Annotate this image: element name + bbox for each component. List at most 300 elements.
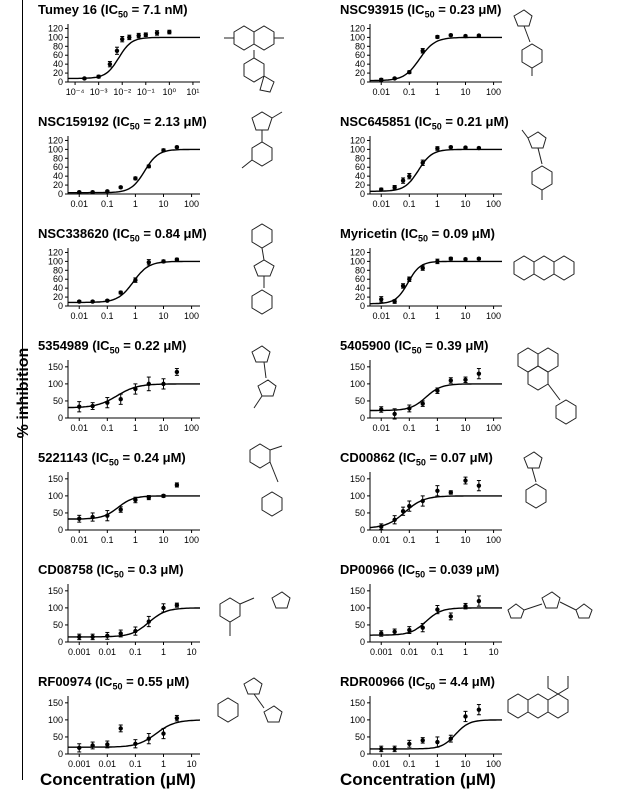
plot-area <box>48 23 200 97</box>
dose-response-plot <box>340 352 510 446</box>
data-point <box>449 490 453 494</box>
y-tick-label: 60 <box>354 162 365 173</box>
data-point <box>90 404 94 408</box>
data-point <box>401 178 405 182</box>
data-point <box>77 405 81 409</box>
data-point <box>477 371 481 375</box>
panel-title: NSC159192 ($IC_{50} = 2.13$ μM) <box>38 114 207 132</box>
x-tick-label: 0.01 <box>98 647 117 657</box>
dose-response-plot <box>38 688 208 782</box>
data-point <box>115 49 119 53</box>
y-tick-label: 60 <box>354 50 365 61</box>
x-tick-label: 10⁻¹ <box>136 87 155 97</box>
x-axis-label-right: Concentration (μM) <box>340 770 496 789</box>
x-tick-label: 100 <box>486 423 502 433</box>
data-point <box>147 736 151 740</box>
y-tick-label: 40 <box>52 59 63 70</box>
y-tick-label: 100 <box>349 32 365 43</box>
x-tick-label: 1 <box>160 647 166 657</box>
y-tick-label: 50 <box>52 395 63 406</box>
fit-curve <box>370 261 502 303</box>
data-point <box>105 189 109 193</box>
y-tick-label: 150 <box>349 473 365 484</box>
x-tick-label: 1 <box>434 759 440 769</box>
data-point <box>463 378 467 382</box>
data-point <box>392 518 396 522</box>
x-tick-label: 0.01 <box>372 535 390 545</box>
data-point <box>392 747 396 751</box>
x-tick-label: 10⁻² <box>113 87 132 97</box>
panel-title: CD08758 ($IC_{50} = 0.3$ μM) <box>38 562 184 580</box>
panel-title: Tumey 16 ($IC_{50} = 7.1$ nM) <box>38 2 188 20</box>
y-tick-label: 0 <box>359 301 365 311</box>
y-axis-label: % inhibition <box>15 347 32 439</box>
data-point <box>449 736 453 740</box>
data-point <box>105 298 109 302</box>
y-tick-label: 120 <box>47 135 63 146</box>
x-tick-label: 10 <box>158 423 169 433</box>
data-point <box>90 515 94 519</box>
y-tick-label: 40 <box>354 171 365 182</box>
data-point <box>407 504 411 508</box>
x-tick-label: 0.01 <box>70 423 88 433</box>
data-point <box>477 599 481 603</box>
data-point <box>90 635 94 639</box>
x-tick-label: 1 <box>434 87 440 97</box>
panel-5405900 <box>340 338 626 452</box>
x-tick-label: 0.01 <box>372 423 390 433</box>
y-tick-label: 120 <box>349 135 365 146</box>
data-point <box>119 185 123 189</box>
panel-title: RDR00966 ($IC_{50} = 4.4$ μM) <box>340 674 495 692</box>
x-tick-label: 1 <box>132 535 138 545</box>
data-point <box>175 145 179 149</box>
data-point <box>449 614 453 618</box>
panel-nsc93915 <box>340 2 626 116</box>
panel-5354989 <box>38 338 338 452</box>
x-tick-label: 1 <box>462 647 468 657</box>
plot-area <box>48 247 200 321</box>
x-tick-label: 0.1 <box>101 311 114 321</box>
x-tick-label: 100 <box>486 535 502 545</box>
y-tick-label: 0 <box>359 525 365 535</box>
data-point <box>90 743 94 747</box>
data-point <box>77 635 81 639</box>
dose-response-plot <box>38 464 208 558</box>
y-tick-label: 100 <box>47 602 63 613</box>
data-point <box>136 33 140 37</box>
panel-title: NSC338620 ($IC_{50} = 0.84$ μM) <box>38 226 207 244</box>
y-tick-label: 150 <box>47 697 63 708</box>
data-point <box>435 35 439 39</box>
data-point <box>175 716 179 720</box>
data-point <box>77 299 81 303</box>
data-point <box>435 259 439 263</box>
y-tick-label: 20 <box>354 68 365 79</box>
data-point <box>449 145 453 149</box>
x-tick-label: 10 <box>460 759 471 769</box>
y-tick-label: 120 <box>47 247 63 258</box>
x-tick-label: 100 <box>486 199 502 209</box>
data-point <box>147 260 151 264</box>
x-tick-label: 0.001 <box>369 647 393 657</box>
data-point <box>392 299 396 303</box>
data-point <box>407 628 411 632</box>
panel-title: RF00974 ($IC_{50} = 0.55$ μM) <box>38 674 190 692</box>
fit-curve <box>370 496 502 528</box>
data-point <box>435 489 439 493</box>
data-point <box>133 498 137 502</box>
panel-5221143 <box>38 450 338 564</box>
y-tick-label: 40 <box>52 283 63 294</box>
panel-dp00966 <box>340 562 626 676</box>
x-tick-label: 10 <box>460 199 471 209</box>
data-point <box>175 257 179 261</box>
y-tick-label: 100 <box>349 144 365 155</box>
data-point <box>392 630 396 634</box>
dose-response-plot <box>340 128 510 222</box>
plot-area <box>48 696 200 769</box>
data-point <box>133 742 137 746</box>
y-tick-label: 20 <box>354 180 365 191</box>
data-point <box>407 277 411 281</box>
x-tick-label: 10 <box>186 647 197 657</box>
data-point <box>167 30 171 34</box>
x-tick-label: 10 <box>158 199 169 209</box>
panel-title: CD00862 ($IC_{50} = 0.07$ μM) <box>340 450 493 468</box>
y-tick-label: 50 <box>354 395 365 406</box>
data-point <box>379 631 383 635</box>
y-tick-label: 120 <box>349 247 365 258</box>
x-tick-label: 0.1 <box>403 87 416 97</box>
y-tick-label: 0 <box>359 637 365 647</box>
fit-curve <box>68 149 200 192</box>
x-tick-label: 0.01 <box>372 87 390 97</box>
y-tick-label: 100 <box>47 490 63 501</box>
plot-area <box>350 584 502 657</box>
data-point <box>120 37 124 41</box>
data-point <box>477 483 481 487</box>
panel-title: NSC645851 ($IC_{50} = 0.21$ μM) <box>340 114 509 132</box>
panel-title: 5405900 ($IC_{50} = 0.39$ μM) <box>340 338 489 356</box>
data-point <box>147 495 151 499</box>
panel-rdr00966 <box>340 674 626 788</box>
data-point <box>379 407 383 411</box>
y-tick-label: 150 <box>349 361 365 372</box>
fit-curve <box>370 149 502 191</box>
x-tick-label: 10 <box>158 535 169 545</box>
panel-myricetin <box>340 226 626 340</box>
y-tick-label: 50 <box>354 507 365 518</box>
y-tick-label: 80 <box>354 265 365 276</box>
x-tick-label: 0.1 <box>403 759 416 769</box>
data-point <box>392 185 396 189</box>
x-tick-label: 10 <box>460 311 471 321</box>
data-point <box>449 378 453 382</box>
y-tick-label: 20 <box>52 180 63 191</box>
data-point <box>463 714 467 718</box>
x-tick-label: 1 <box>132 199 138 209</box>
y-tick-label: 20 <box>354 292 365 303</box>
x-tick-label: 0.1 <box>403 199 416 209</box>
data-point <box>401 509 405 513</box>
plot-area <box>48 360 200 433</box>
panel-rf00974 <box>38 674 338 788</box>
panel-title: 5354989 ($IC_{50} = 0.22$ μM) <box>38 338 187 356</box>
x-tick-label: 100 <box>184 535 200 545</box>
y-tick-label: 150 <box>349 697 365 708</box>
panel-tumey-16 <box>38 2 338 116</box>
plot-area <box>350 696 502 769</box>
data-point <box>119 631 123 635</box>
y-tick-label: 40 <box>354 283 365 294</box>
x-tick-label: 0.01 <box>400 647 419 657</box>
y-tick-label: 50 <box>354 619 365 630</box>
data-point <box>421 738 425 742</box>
x-tick-label: 0.01 <box>70 311 88 321</box>
data-point <box>119 507 123 511</box>
data-point <box>82 76 86 80</box>
y-tick-label: 50 <box>52 507 63 518</box>
y-tick-label: 100 <box>47 32 63 43</box>
y-tick-label: 0 <box>359 77 365 87</box>
data-point <box>401 284 405 288</box>
y-tick-label: 60 <box>52 50 63 61</box>
data-point <box>421 49 425 53</box>
data-point <box>379 78 383 82</box>
y-tick-label: 60 <box>52 274 63 285</box>
data-point <box>477 257 481 261</box>
data-point <box>133 387 137 391</box>
dose-response-plot <box>38 576 208 670</box>
x-axis-label-left: Concentration (μM) <box>40 770 196 789</box>
data-point <box>407 70 411 74</box>
y-tick-label: 80 <box>52 153 63 164</box>
data-point <box>147 164 151 168</box>
y-tick-label: 80 <box>354 41 365 52</box>
data-point <box>435 146 439 150</box>
data-point <box>477 707 481 711</box>
x-tick-label: 10 <box>460 423 471 433</box>
data-point <box>435 607 439 611</box>
y-tick-label: 100 <box>47 714 63 725</box>
dose-response-plot <box>340 576 510 670</box>
y-tick-label: 150 <box>47 473 63 484</box>
x-tick-label: 0.001 <box>67 759 91 769</box>
x-tick-label: 100 <box>486 87 502 97</box>
x-tick-label: 0.1 <box>403 423 416 433</box>
panel-nsc159192 <box>38 114 338 228</box>
data-point <box>463 34 467 38</box>
x-tick-label: 10 <box>186 759 197 769</box>
data-point <box>463 257 467 261</box>
x-tick-label: 0.1 <box>403 311 416 321</box>
data-point <box>161 148 165 152</box>
y-tick-label: 50 <box>52 619 63 630</box>
x-tick-label: 10 <box>460 535 471 545</box>
y-tick-label: 0 <box>57 301 63 311</box>
x-tick-label: 0.001 <box>67 647 91 657</box>
data-point <box>379 187 383 191</box>
data-point <box>161 382 165 386</box>
data-point <box>407 406 411 410</box>
x-tick-label: 10⁻³ <box>89 87 108 97</box>
data-point <box>96 74 100 78</box>
plot-area <box>350 360 502 433</box>
x-tick-label: 0.01 <box>372 311 390 321</box>
data-point <box>449 257 453 261</box>
x-tick-label: 10 <box>158 311 169 321</box>
y-tick-label: 150 <box>47 585 63 596</box>
y-tick-label: 120 <box>349 23 365 34</box>
data-point <box>105 513 109 517</box>
panel-title: NSC93915 ($IC_{50} = 0.23$ μM) <box>340 2 502 20</box>
data-point <box>119 726 123 730</box>
data-point <box>119 290 123 294</box>
data-point <box>105 742 109 746</box>
dose-response-plot <box>340 688 510 782</box>
data-point <box>463 145 467 149</box>
y-tick-label: 80 <box>52 41 63 52</box>
x-tick-label: 100 <box>184 311 200 321</box>
data-point <box>421 401 425 405</box>
data-point <box>463 478 467 482</box>
y-tick-label: 60 <box>52 162 63 173</box>
data-point <box>77 746 81 750</box>
panel-title: 5221143 ($IC_{50} = 0.24$ μM) <box>38 450 186 468</box>
data-point <box>144 33 148 37</box>
dose-response-plot <box>38 352 208 446</box>
y-tick-label: 0 <box>359 413 365 423</box>
x-tick-label: 1 <box>132 423 138 433</box>
dose-response-plot <box>340 464 510 558</box>
fit-curve <box>68 37 200 78</box>
dose-response-plot <box>38 128 208 222</box>
y-tick-label: 100 <box>47 256 63 267</box>
data-point <box>392 412 396 416</box>
plot-area <box>350 135 502 209</box>
y-tick-label: 80 <box>354 153 365 164</box>
x-tick-label: 100 <box>184 199 200 209</box>
plot-area <box>48 584 200 657</box>
dose-response-plot <box>340 16 510 110</box>
y-tick-label: 50 <box>52 731 63 742</box>
y-tick-label: 100 <box>349 256 365 267</box>
data-point <box>421 161 425 165</box>
data-point <box>449 33 453 37</box>
panel-title: Myricetin ($IC_{50} = 0.09$ μM) <box>340 226 495 244</box>
data-point <box>379 524 383 528</box>
x-tick-label: 0.01 <box>98 759 117 769</box>
data-point <box>133 176 137 180</box>
x-tick-label: 0.1 <box>101 199 114 209</box>
data-point <box>379 297 383 301</box>
data-point <box>421 625 425 629</box>
data-point <box>463 604 467 608</box>
y-tick-label: 60 <box>354 274 365 285</box>
data-point <box>161 731 165 735</box>
data-point <box>108 62 112 66</box>
y-tick-label: 20 <box>52 292 63 303</box>
data-point <box>379 747 383 751</box>
x-tick-label: 0.01 <box>372 759 390 769</box>
x-tick-label: 1 <box>434 311 440 321</box>
data-point <box>421 266 425 270</box>
data-point <box>147 619 151 623</box>
y-tick-label: 80 <box>52 265 63 276</box>
data-point <box>407 742 411 746</box>
x-tick-label: 10 <box>488 647 499 657</box>
data-point <box>127 35 131 39</box>
x-tick-label: 10⁻⁴ <box>65 87 85 97</box>
x-tick-label: 0.1 <box>129 647 142 657</box>
data-point <box>90 190 94 194</box>
y-tick-label: 100 <box>349 378 365 389</box>
data-point <box>147 382 151 386</box>
data-point <box>77 190 81 194</box>
plot-area <box>350 247 502 321</box>
y-tick-label: 50 <box>354 731 365 742</box>
y-tick-label: 100 <box>349 602 365 613</box>
y-tick-label: 100 <box>349 714 365 725</box>
data-point <box>161 259 165 263</box>
data-point <box>175 603 179 607</box>
data-point <box>119 397 123 401</box>
data-point <box>175 483 179 487</box>
x-tick-label: 0.01 <box>70 199 88 209</box>
y-tick-label: 100 <box>47 144 63 155</box>
x-tick-label: 1 <box>132 311 138 321</box>
y-tick-label: 0 <box>57 189 63 199</box>
data-point <box>477 33 481 37</box>
plot-area <box>48 472 200 545</box>
x-tick-label: 1 <box>434 199 440 209</box>
data-point <box>133 629 137 633</box>
y-tick-label: 0 <box>57 413 63 423</box>
data-point <box>105 634 109 638</box>
data-point <box>161 494 165 498</box>
y-tick-label: 100 <box>349 490 365 501</box>
data-point <box>421 499 425 503</box>
x-tick-label: 100 <box>486 759 502 769</box>
data-point <box>392 76 396 80</box>
y-tick-label: 0 <box>359 749 365 759</box>
y-tick-label: 0 <box>57 749 63 759</box>
data-point <box>77 517 81 521</box>
y-tick-label: 40 <box>354 59 365 70</box>
x-tick-label: 0.01 <box>372 199 390 209</box>
dose-response-plot <box>38 240 208 334</box>
x-tick-label: 10⁰ <box>162 87 177 97</box>
x-tick-label: 0.1 <box>431 647 444 657</box>
x-tick-label: 0.1 <box>101 535 114 545</box>
y-tick-label: 40 <box>52 171 63 182</box>
y-tick-label: 100 <box>47 378 63 389</box>
panel-title: DP00966 ($IC_{50} = 0.039$ μM) <box>340 562 500 580</box>
y-tick-label: 150 <box>47 361 63 372</box>
dose-response-plot <box>38 16 208 110</box>
x-tick-label: 0.1 <box>101 423 114 433</box>
data-point <box>133 278 137 282</box>
panel-cd08758 <box>38 562 338 676</box>
data-point <box>407 174 411 178</box>
data-point <box>161 606 165 610</box>
x-tick-label: 1 <box>434 535 440 545</box>
dose-response-plot <box>340 240 510 334</box>
y-tick-label: 150 <box>349 585 365 596</box>
fit-curve <box>370 37 502 80</box>
x-tick-label: 0.1 <box>403 535 416 545</box>
